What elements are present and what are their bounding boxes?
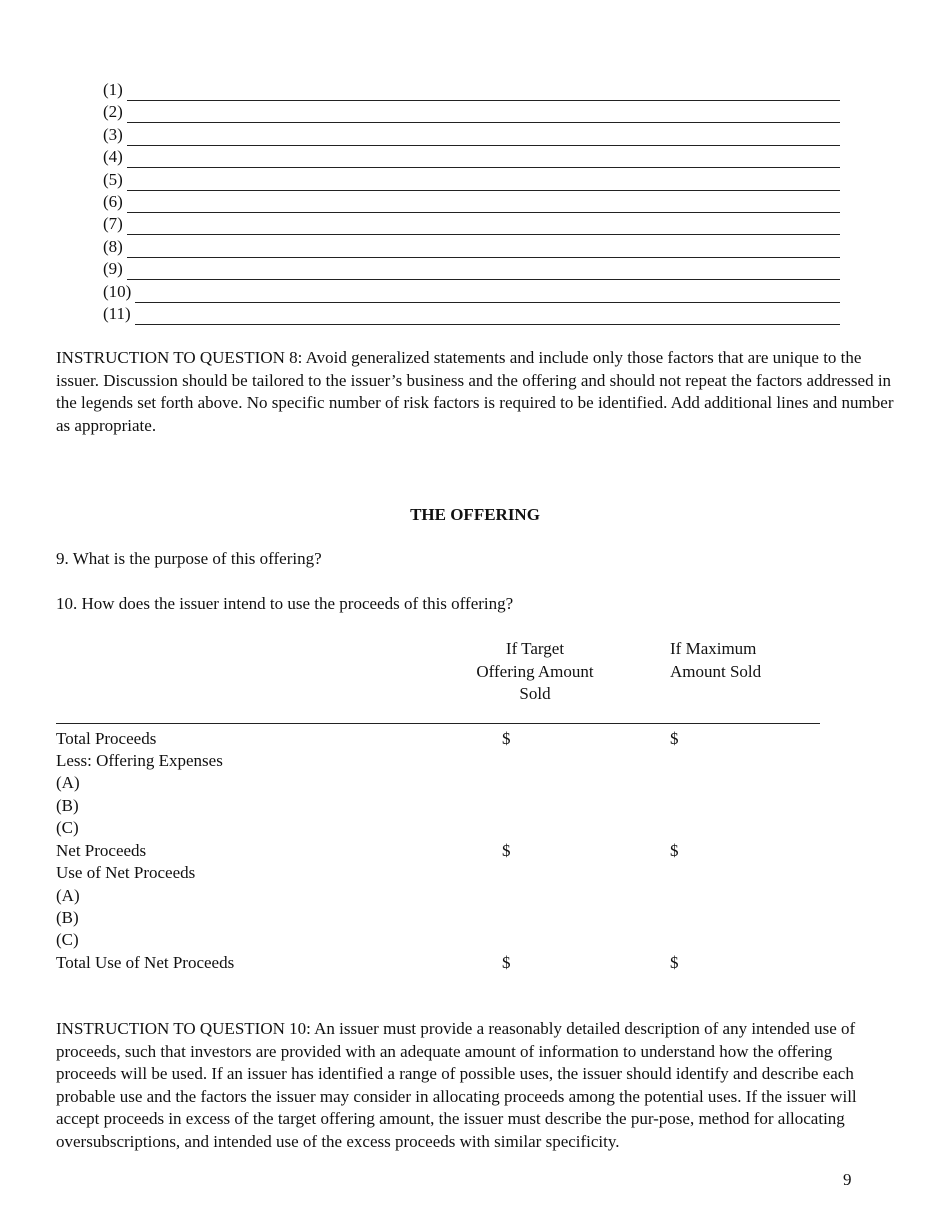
blank-line[interactable] — [127, 195, 840, 213]
blank-line-number: (3) — [103, 125, 123, 144]
blank-line[interactable] — [127, 173, 840, 191]
blank-line-number: (8) — [103, 237, 123, 256]
column-header-target — [440, 638, 630, 706]
row-label: Total Proceeds — [56, 729, 157, 748]
blank-line-row — [103, 236, 840, 258]
blank-line[interactable] — [127, 83, 840, 101]
row-label: (A) — [56, 886, 80, 905]
row-label: Less: Offering Expenses — [56, 751, 223, 770]
target-amount-cell[interactable]: $ — [502, 729, 511, 748]
section-title: THE OFFERING — [410, 505, 540, 524]
blank-line[interactable] — [127, 262, 840, 280]
question-10: 10. How does the issuer intend to use the proceeds of this offering? — [56, 594, 514, 613]
blank-line[interactable] — [127, 128, 840, 146]
question-9: 9. What is the purpose of this offering? — [56, 549, 322, 568]
column-header-line: Amount Sold — [670, 661, 762, 681]
blank-line-row — [103, 79, 840, 101]
blank-line-row — [103, 281, 840, 303]
blank-line-number: (7) — [103, 214, 123, 233]
table-divider — [56, 723, 820, 724]
blank-line[interactable] — [135, 285, 840, 303]
blank-line-number: (10) — [103, 282, 132, 301]
blank-line-number: (4) — [103, 147, 123, 166]
row-label: Use of Net Proceeds — [56, 863, 196, 882]
blank-line-row — [103, 124, 840, 146]
page-number: 9 — [843, 1170, 852, 1189]
blank-line[interactable] — [127, 217, 840, 235]
blank-line-row — [103, 169, 840, 191]
blank-line-row — [103, 258, 840, 280]
blank-line-row — [103, 191, 840, 213]
blank-line[interactable] — [127, 240, 840, 258]
blank-line-row — [103, 213, 840, 235]
blank-line-number: (6) — [103, 192, 123, 211]
blank-line-number: (9) — [103, 259, 123, 278]
max-amount-cell[interactable]: $ — [670, 841, 679, 860]
blank-line[interactable] — [127, 105, 840, 123]
column-header-line: If Target — [505, 639, 565, 658]
max-amount-cell[interactable]: $ — [670, 953, 679, 972]
row-label: (C) — [56, 930, 79, 949]
blank-line-number: (5) — [103, 170, 123, 189]
blank-line-number: (1) — [103, 80, 123, 99]
instruction-question-10: INSTRUCTION TO QUESTION 10: An issuer must provide a reasonably detailed description of any intended use of proceeds, such that investors are provided with an adequate amount of information to understand how the offering proceeds will be used. If an issuer has identified a range of possible uses, the issuer should identify and describe each probable use and the factors the issuer may consider in allocating proceeds among the potential uses. If the issuer will accept proceeds in excess of the target offering amount, the issuer must describe the pur-pose, method for allocating oversubscriptions, and intended use of the excess proceeds with similar specificity. — [56, 1019, 857, 1151]
target-amount-cell[interactable]: $ — [502, 841, 511, 860]
row-label: (C) — [56, 818, 79, 837]
max-amount-cell[interactable]: $ — [670, 729, 679, 748]
column-header-line: Sold — [519, 684, 551, 703]
target-amount-cell[interactable]: $ — [502, 953, 511, 972]
row-label: (B) — [56, 796, 79, 815]
row-label: Total Use of Net Proceeds — [56, 953, 235, 972]
blank-line-row — [103, 303, 840, 325]
blank-line[interactable] — [135, 307, 840, 325]
blank-line-number: (11) — [103, 304, 131, 323]
column-header-max — [670, 638, 761, 683]
row-label: (A) — [56, 773, 80, 792]
row-label: (B) — [56, 908, 79, 927]
column-header-line: Offering Amount — [476, 661, 594, 681]
blank-line-row — [103, 146, 840, 168]
blank-line[interactable] — [127, 150, 840, 168]
column-header-line: If Maximum — [670, 639, 757, 658]
instruction-question-8: INSTRUCTION TO QUESTION 8: Avoid generalized statements and include only those factors that are unique to the issuer. Discussion should be tailored to the issuer’s business and the offering and should not repeat the factors addressed in the legends set forth above. No specific number of risk factors is required to be identified. Add additional lines and number as appropriate. — [56, 348, 894, 435]
blank-line-number: (2) — [103, 102, 123, 121]
row-label: Net Proceeds — [56, 841, 147, 860]
blank-line-row — [103, 101, 840, 123]
